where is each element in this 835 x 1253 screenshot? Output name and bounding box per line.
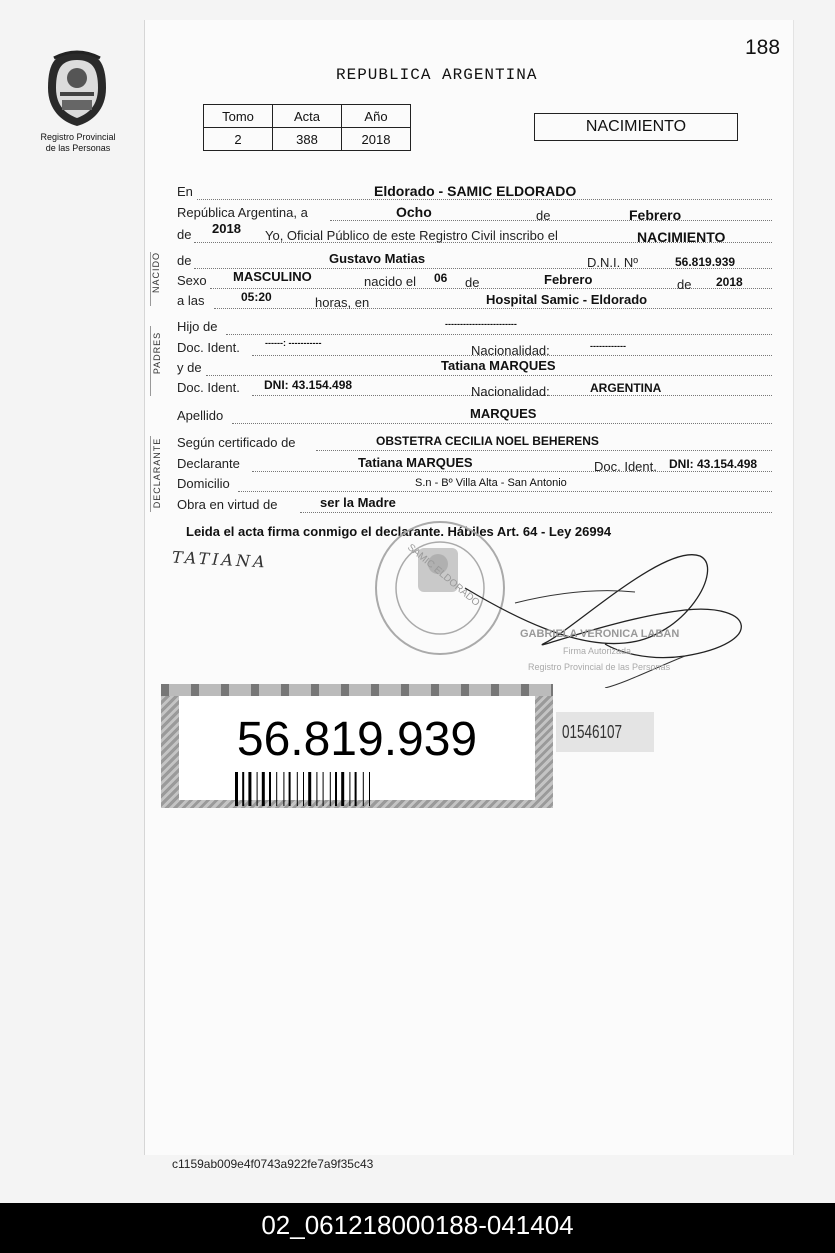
label-nacionalidad2: Nacionalidad:	[471, 384, 550, 399]
registry-name	[20, 132, 136, 154]
section-nacido: NACIDO	[151, 251, 161, 293]
label-domicilio: Domicilio	[177, 476, 230, 491]
official-role: Firma Autorizada	[563, 646, 632, 656]
table-header: Año	[342, 105, 411, 128]
barcode	[235, 772, 471, 806]
label-de-month: de	[465, 275, 480, 290]
barcode-bar	[335, 772, 337, 806]
province-emblem	[40, 48, 114, 130]
father-value: ------------------------	[445, 319, 517, 329]
table-cell: 2018	[342, 128, 411, 151]
label-a-las: a las	[177, 293, 205, 308]
label-y-de: y de	[177, 360, 202, 375]
barcode-bar	[323, 772, 324, 806]
record-type-inline: NACIMIENTO	[637, 229, 726, 245]
label-de2: de	[177, 227, 192, 242]
stamp-text: SAMIC ELDORADO	[405, 542, 482, 609]
label-hijo-de: Hijo de	[177, 319, 218, 334]
certificate-value: OBSTETRA CECILIA NOEL BEHERENS	[376, 434, 599, 448]
label-dni: D.N.I. Nº	[587, 255, 638, 270]
barcode-bar	[289, 772, 291, 806]
dni-value: 56.819.939	[675, 255, 736, 269]
barcode-bar	[262, 772, 265, 806]
capacity-value: ser la Madre	[320, 495, 396, 510]
barcode-bar	[369, 772, 370, 806]
label-sexo: Sexo	[177, 273, 207, 288]
sticker-number: 56.819.939	[236, 713, 478, 766]
barcode-bar	[248, 772, 251, 806]
barcode-bar	[316, 772, 317, 806]
father-doc-value: ------: -----------	[265, 338, 322, 348]
label-obra: Obra en virtud de	[177, 497, 278, 512]
section-declarante: DECLARANTE	[152, 437, 162, 509]
serial-number: 01546107	[562, 722, 623, 742]
barcode-bar	[297, 772, 298, 806]
barcode-bar	[235, 772, 238, 806]
registry-line2: de las Personas	[45, 143, 111, 153]
label-apellido: Apellido	[177, 408, 224, 423]
barcode-bar	[257, 772, 258, 806]
barcode-bar	[349, 772, 350, 806]
label-nacionalidad1: Nacionalidad:	[471, 343, 550, 358]
document-hash: c1159ab009e4f0743a922fe7a9f35c43	[172, 1157, 374, 1171]
label-de: de	[536, 208, 551, 223]
label-doc-ident1: Doc. Ident.	[177, 340, 240, 355]
label-horas-en: horas, en	[315, 295, 370, 310]
barcode-bar	[341, 772, 344, 806]
birth-year-value: 2018	[716, 275, 743, 289]
sex-value: MASCULINO	[233, 269, 312, 284]
year-reg-value: 2018	[212, 221, 241, 236]
section-padres: PADRES	[152, 331, 162, 375]
label-declarante: Declarante	[177, 456, 240, 471]
barcode-bar	[303, 772, 304, 806]
table-header: Tomo	[204, 105, 273, 128]
mother-value: Tatiana MARQUES	[441, 358, 556, 373]
surname-value: MARQUES	[470, 406, 537, 421]
registry-line1: Registro Provincial	[40, 132, 116, 142]
country-title: REPUBLICA ARGENTINA	[336, 66, 538, 84]
official-registry: Registro Provincial de las Personas	[528, 662, 671, 672]
page-number: 188	[745, 36, 781, 59]
barcode-bar	[242, 772, 244, 806]
barcode-bar	[308, 772, 311, 806]
label-doc-ident2: Doc. Ident.	[177, 380, 240, 395]
label-de-year: de	[677, 277, 692, 292]
father-nat-value: ------------	[590, 341, 626, 351]
table-cell: 388	[273, 128, 342, 151]
declarant-value: Tatiana MARQUES	[358, 455, 473, 470]
handwritten-name: TATIANA	[171, 547, 269, 572]
name-value: Gustavo Matias	[329, 251, 426, 266]
label-en: En	[177, 184, 193, 199]
birth-day-value: 06	[434, 271, 448, 285]
label-yo: Yo, Oficial Público de este Registro Civil inscribo el	[265, 228, 558, 243]
address-value: S.n - Bº Villa Alta - San Antonio	[415, 477, 567, 489]
table-cell: 2	[204, 128, 273, 151]
place-value: Eldorado - SAMIC ELDORADO	[374, 183, 577, 199]
label-segun: Según certificado de	[177, 435, 296, 450]
label-de-name: de	[177, 253, 192, 268]
official-name: GABRIELA VERONICA LABAN	[520, 628, 680, 640]
barcode-bar	[269, 772, 271, 806]
mother-doc-value: DNI: 43.154.498	[264, 378, 353, 392]
label-republica: República Argentina, a	[177, 205, 308, 220]
id-sticker	[161, 684, 553, 808]
barcode-bar	[330, 772, 331, 806]
barcode-bar	[355, 772, 357, 806]
declarant-doc-value: DNI: 43.154.498	[669, 457, 758, 471]
birth-place-value: Hospital Samic - Eldorado	[486, 292, 648, 307]
footer-filename: 02_061218000188-041404	[0, 1203, 835, 1253]
day-words-value: Ocho	[396, 204, 432, 220]
closing-text: Leida el acta firma conmigo el declarante. Hábiles Art. 64 - Ley 26994	[186, 524, 612, 539]
barcode-bar	[276, 772, 277, 806]
label-nacido-el: nacido el	[364, 274, 417, 289]
barcode-bar	[363, 772, 364, 806]
barcode-bar	[283, 772, 284, 806]
birth-month-value: Febrero	[544, 272, 593, 287]
mother-nat-value: ARGENTINA	[590, 381, 662, 395]
serial-label	[556, 712, 654, 752]
table-header: Acta	[273, 105, 342, 128]
book-table	[203, 104, 411, 151]
month-reg-value: Febrero	[629, 207, 682, 223]
label-doc-ident3: Doc. Ident.	[594, 459, 657, 474]
record-type-box: NACIMIENTO	[534, 113, 738, 141]
birth-time-value: 05:20	[241, 290, 272, 304]
